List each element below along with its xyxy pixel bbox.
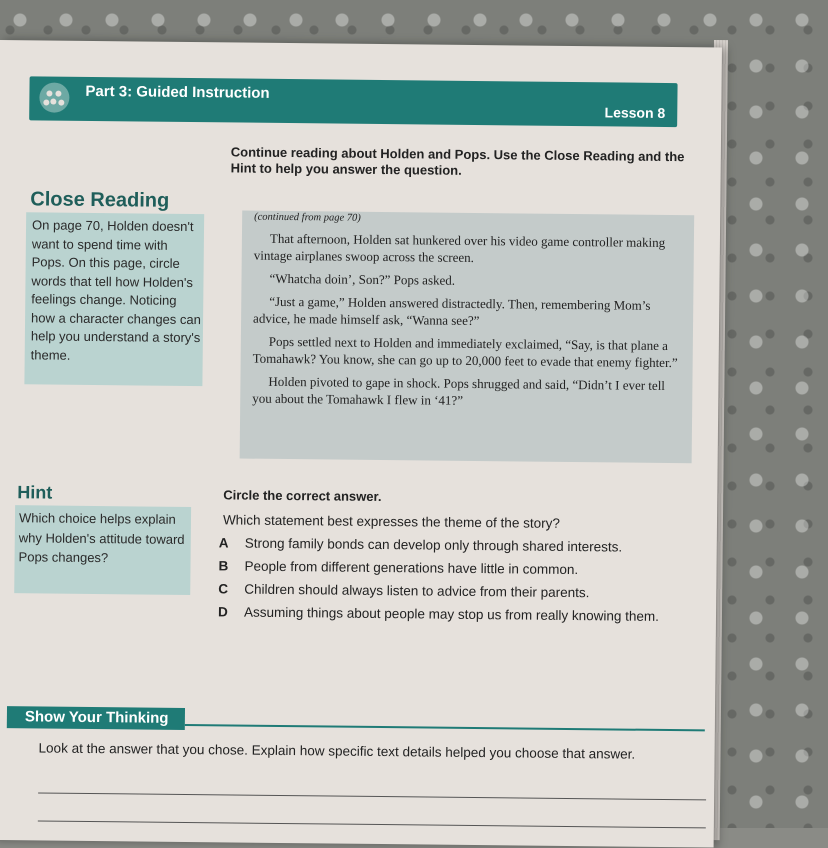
choice-text: People from different generations have little in common.: [244, 558, 579, 578]
close-reading-text: On page 70, Holden doesn't want to spend time with Pops. On this page, circle words that tell how Holden's feelings change. Noticing how a character changes can help you understand a story's theme.: [30, 217, 201, 363]
instructions: Continue reading about Holden and Pops. Use the Close Reading and the Hint to help you answer the question.: [230, 144, 685, 178]
choice-letter: A: [218, 535, 229, 551]
continued-note: (continued from page 70): [254, 211, 361, 224]
lesson-label: Lesson 8: [604, 104, 666, 121]
choice-text: Children should always listen to advice from their parents.: [244, 581, 590, 601]
choice-letter: B: [218, 558, 229, 574]
workbook-page: [0, 40, 722, 848]
show-your-thinking-title: Show Your Thinking: [24, 708, 169, 727]
answer-choice-b[interactable]: [218, 558, 578, 577]
choice-text: Strong family bonds can develop only through shared interests.: [244, 535, 623, 555]
question-instruction: Circle the correct answer.: [223, 487, 382, 505]
hint-text: Which choice helps explain why Holden's attitude toward Pops changes?: [18, 510, 185, 566]
passage-paragraph: Holden pivoted to gape in shock. Pops shrugged and said, “Didn’t I ever tell you about the Tomahawk I flew in ‘41?”: [252, 373, 666, 408]
passage-paragraph: That afternoon, Holden sat hunkered over his video game controller making vintage airplanes swoop across the screen.: [253, 230, 666, 265]
question-text: Which statement best expresses the theme of the story?: [222, 512, 560, 531]
close-reading-title: Close Reading: [30, 188, 170, 212]
choice-text: Assuming things about people may stop us from really knowing them.: [243, 604, 660, 624]
header-bar: [29, 76, 677, 127]
answer-line[interactable]: [38, 792, 706, 800]
passage-paragraph: “Just a game,” Holden answered distractedly. Then, remembering Mom’s advice, he made himself ask, “Wanna see?”: [253, 293, 651, 329]
answer-choice-d[interactable]: [218, 604, 659, 624]
answer-choice-c[interactable]: [218, 581, 589, 600]
choice-letter: C: [218, 581, 229, 597]
answer-line[interactable]: [38, 820, 706, 828]
group-icon: [39, 82, 69, 112]
choice-letter: D: [217, 604, 228, 620]
show-your-thinking-prompt: Look at the answer that you chose. Explain how specific text details helped you choose that answer.: [38, 740, 636, 762]
passage-paragraph: Pops settled next to Holden and immediately exclaimed, “Say, is that plane a Tomahawk? You know, she can go up to 20,000 feet to evade that enemy fighter.”: [252, 333, 678, 371]
hint-title: Hint: [17, 482, 53, 503]
answer-choice-a[interactable]: [219, 535, 623, 554]
part-title: Part 3: Guided Instruction: [85, 82, 270, 102]
story-passage: [252, 209, 684, 417]
section-rule: [185, 724, 705, 731]
passage-paragraph: “Whatcha doin’, Son?” Pops asked.: [269, 270, 456, 288]
